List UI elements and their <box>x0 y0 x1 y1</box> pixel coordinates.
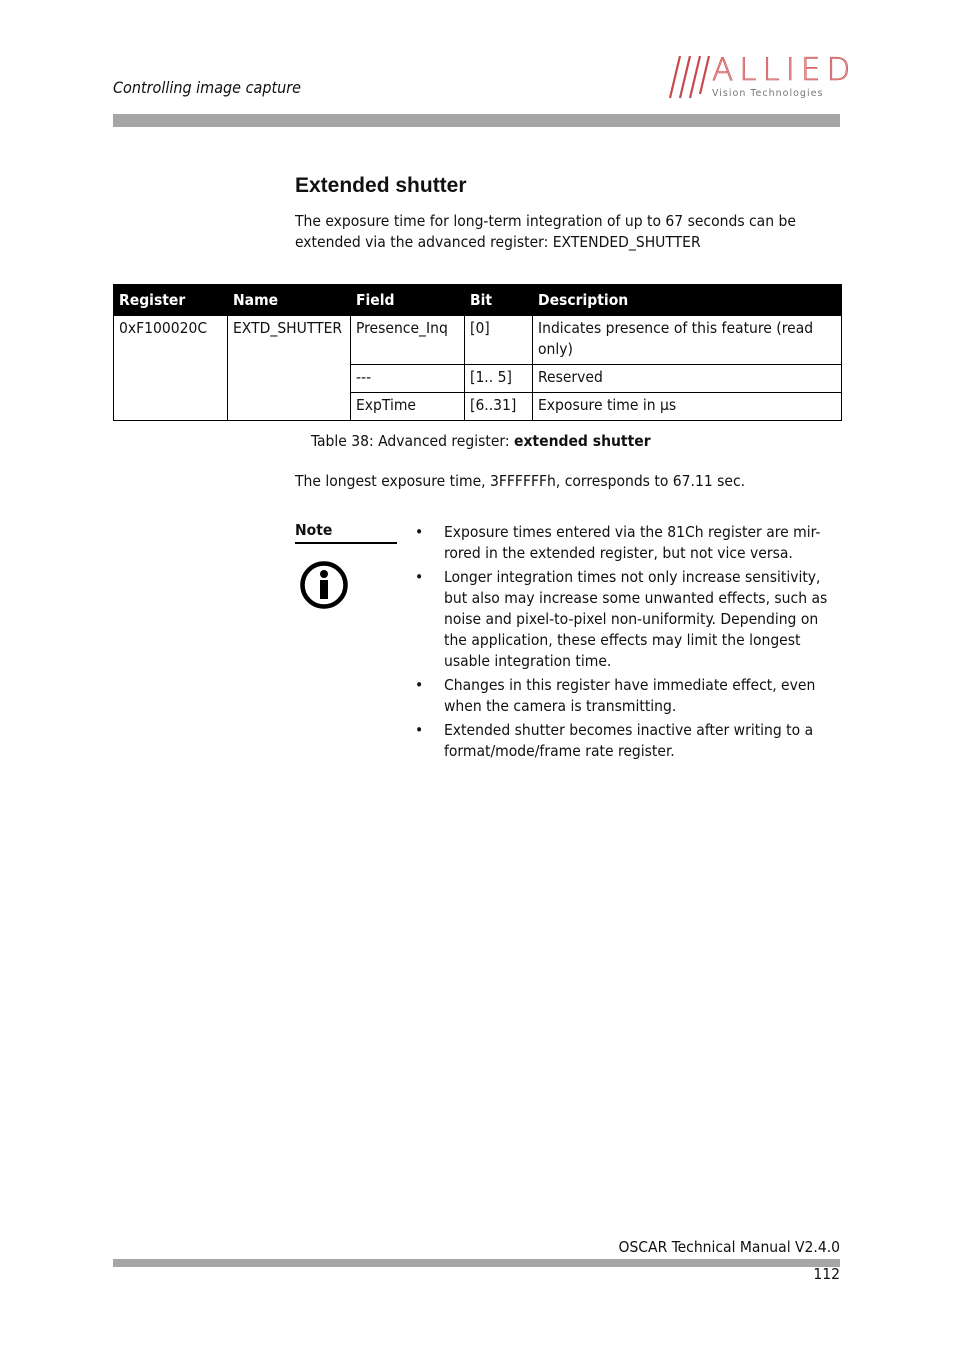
logo-word: ALLIED <box>712 52 857 88</box>
running-header-title: Controlling image capture <box>113 78 302 97</box>
bullet-symbol: • <box>415 676 424 694</box>
column-header-name: Name <box>228 285 351 316</box>
footer-rule <box>113 1259 840 1267</box>
column-header-field: Field <box>351 285 465 316</box>
table-caption-prefix: Table 38: Advanced register: <box>311 432 514 450</box>
description-cell: Exposure time in µs <box>533 393 842 421</box>
bullet-symbol: • <box>415 523 424 541</box>
field-cell: ExpTime <box>351 393 465 421</box>
name-cell: EXTD_SHUTTER <box>228 316 351 421</box>
page-number: 112 <box>813 1265 840 1283</box>
footer-manual-title: OSCAR Technical Manual V2.4.0 <box>618 1238 840 1256</box>
table-caption <box>311 432 651 450</box>
register-cell: 0xF100020C <box>114 316 228 421</box>
section-heading: Extended shutter <box>295 174 467 197</box>
field-cell: Presence_Inq <box>351 316 465 365</box>
table-caption-bold: extended shutter <box>513 432 651 450</box>
register-table <box>113 284 842 421</box>
bit-cell: [0] <box>465 316 533 365</box>
list-item <box>415 567 840 672</box>
description-cell: Indicates presence of this feature (read only) <box>533 316 842 365</box>
list-item <box>415 720 840 762</box>
note-label: Note <box>295 521 397 544</box>
bit-cell: [6..31] <box>465 393 533 421</box>
note-item-text: Extended shutter becomes inactive after writing to a format/mode/frame rate register. <box>444 721 814 760</box>
longest-exposure-paragraph: The longest exposure time, 3FFFFFFh, corresponds to 67.11 sec. <box>295 472 746 490</box>
logo-subtitle: Vision Technologies <box>712 88 824 99</box>
column-header-register: Register <box>114 285 228 316</box>
allied-logo <box>668 52 857 102</box>
list-item <box>415 522 840 564</box>
note-list <box>415 522 840 765</box>
field-cell: --- <box>351 365 465 393</box>
note-item-text: Longer integration times not only increase sensitivity, but also may increase some unwanted effects, such as noise and pixel-to-pixel non-uniformity. Depending on the application, these effects may limit the longest usable integration time. <box>444 568 828 670</box>
bullet-symbol: • <box>415 721 424 739</box>
header-rule <box>113 114 840 127</box>
table-row <box>114 316 842 365</box>
description-cell: Reserved <box>533 365 842 393</box>
intro-paragraph: The exposure time for long-term integration of up to 67 seconds can be extended via the advanced register: EXTENDED_SHUTTER <box>295 212 796 251</box>
table-header-row <box>114 285 842 316</box>
bullet-symbol: • <box>415 568 424 586</box>
bit-cell: [1.. 5] <box>465 365 533 393</box>
column-header-bit: Bit <box>465 285 533 316</box>
note-item-text: Changes in this register have immediate effect, even when the camera is transmitting. <box>444 676 816 715</box>
info-icon <box>300 561 348 609</box>
column-header-description: Description <box>533 285 842 316</box>
note-item-text: Exposure times entered via the 81Ch register are mir-rored in the extended register, but not vice versa. <box>444 523 821 562</box>
logo-slashes-icon <box>668 54 710 100</box>
list-item <box>415 675 840 717</box>
